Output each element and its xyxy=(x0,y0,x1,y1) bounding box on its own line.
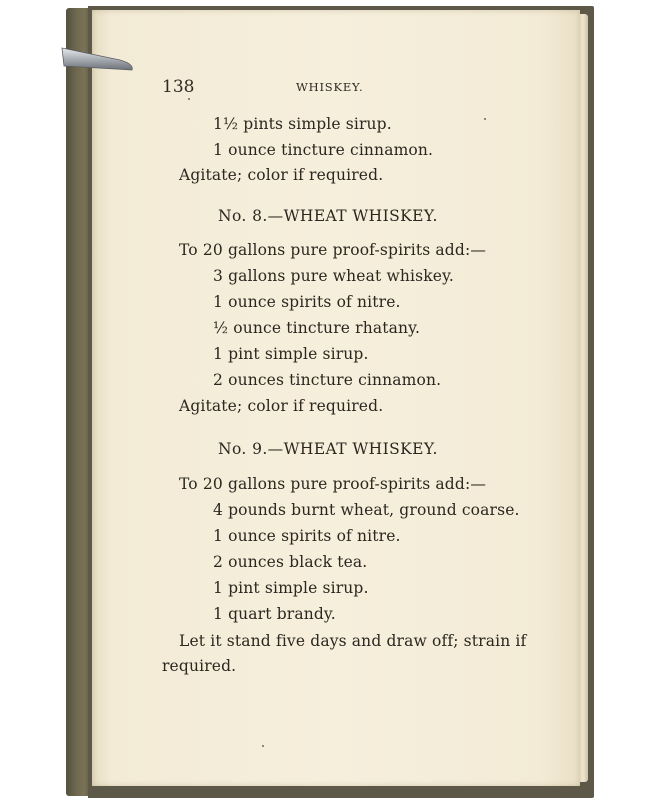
paper-speck xyxy=(188,98,190,100)
recipe-heading: No. 9.—WHEAT WHISKEY. xyxy=(218,440,438,458)
closing-instruction-continued: required. xyxy=(162,657,237,675)
closing-instruction: Agitate; color if required. xyxy=(179,166,384,184)
closing-instruction: Let it stand five days and draw off; strain if xyxy=(179,632,527,650)
ingredient-line: 1 quart brandy. xyxy=(213,605,336,623)
page-number: 138 xyxy=(162,77,195,97)
metal-bookmark-clip xyxy=(60,44,136,74)
paper-speck xyxy=(484,118,486,120)
running-title: WHISKEY. xyxy=(296,80,364,94)
paper-speck xyxy=(262,745,264,747)
ingredient-line: 1 pint simple sirup. xyxy=(213,345,369,363)
ingredient-line: 1 ounce spirits of nitre. xyxy=(213,527,401,545)
ingredient-line: 3 gallons pure wheat whiskey. xyxy=(213,267,454,285)
ingredient-line: 1 ounce spirits of nitre. xyxy=(213,293,401,311)
ingredient-line: 2 ounces tincture cinnamon. xyxy=(213,371,442,389)
closing-instruction: Agitate; color if required. xyxy=(179,397,384,415)
ingredient-line: ½ ounce tincture rhatany. xyxy=(213,319,421,337)
ingredient-line: 1 pint simple sirup. xyxy=(213,579,369,597)
recipe-intro: To 20 gallons pure proof-spirits add:— xyxy=(179,241,486,259)
ingredient-line: 1½ pints simple sirup. xyxy=(213,115,392,133)
ingredient-line: 4 pounds burnt wheat, ground coarse. xyxy=(213,501,520,519)
ingredient-line: 1 ounce tincture cinnamon. xyxy=(213,141,434,159)
ingredient-line: 2 ounces black tea. xyxy=(213,553,368,571)
recipe-heading: No. 8.—WHEAT WHISKEY. xyxy=(218,207,438,225)
recipe-intro: To 20 gallons pure proof-spirits add:— xyxy=(179,475,486,493)
